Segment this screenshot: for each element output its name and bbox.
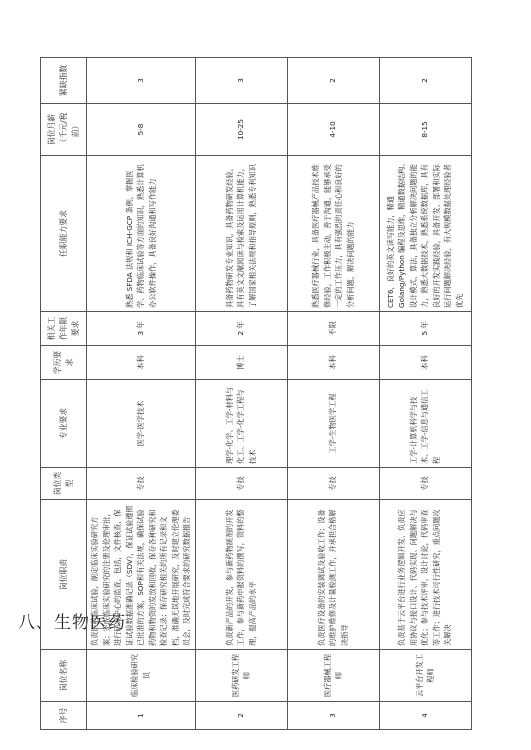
rotated-table-frame	[40, 58, 510, 730]
cell-duties: 负责基于云平台进行业务逻辑开发、负责应用协议与接口设计、代码实现、问题解决与优化；参与技术评审，设计讨论，代码审查等工作；进行技术可行性研究，重点问题攻关解决	[379, 500, 471, 650]
cell-type: 专技	[195, 468, 287, 500]
cell-duties: 负责医疗设备的安装调试及验收工作；设备的维护维修及计量检测工作，并承担合格解决指导	[287, 500, 379, 650]
cell-position: 云平台开发工程师	[379, 650, 471, 702]
cell-position: 临床检验研究员	[87, 650, 196, 702]
header-seq: 序号	[41, 702, 87, 730]
cell-exp: 不限	[287, 312, 379, 346]
cell-edu: 博士	[195, 346, 287, 380]
cell-salary: 5-8	[87, 104, 196, 156]
cell-ability: 熟悉 SFDA 法规和 ICH-GCP 条例，掌握医学、药物临床试验等方面的知识，熟悉计算机办公软件操作，具备良好沟通和写作能力	[87, 156, 196, 312]
table-row	[87, 58, 196, 730]
cell-exp: 3 年	[87, 312, 196, 346]
cell-edu: 本科	[379, 346, 471, 380]
cell-salary: 8-15	[379, 104, 471, 156]
cell-major: 工学-计算机科学与技术、工学-信息与通信工程	[379, 380, 471, 468]
cell-ability: 具备药物研发专业知识，具备药物研发经验，具有英文文献阅读与检索及运用计算机能力，了解国家相关法规和指导原则，熟悉专利知识	[195, 156, 287, 312]
cell-edu: 本科	[287, 346, 379, 380]
cell-ability: 熟悉医疗器械行业，具备医疗器械产品技术维修经验，工作积极主动，善于沟通，能够承受一定的工作压力，具有强烈的责任心和良好的分析问题、解决问题的能力	[287, 156, 379, 312]
header-duties: 岗位职责	[41, 500, 87, 650]
cell-exp: 5 年	[379, 312, 471, 346]
cell-ability: CET6，良好的英文读写能力，精通 Golang/Python 编程及思维，精通数据结构、设计模式、算法，具备独立分析解决问题的能力，熟悉大数据技术，熟悉系统数据库，具有良好的开发实践经验，具备开发、部署和实际运行问题解决经验，有大规模数据处理经验者优先	[379, 156, 471, 312]
cell-major: 理学-化学、工学-材料与化工、工学-化学工程与技术	[195, 380, 287, 468]
header-exp: 相关工作年限要求	[41, 312, 87, 346]
cell-salary: 4-10	[287, 104, 379, 156]
cell-seq: 1	[87, 702, 196, 730]
cell-seq: 2	[195, 702, 287, 730]
cell-seq: 3	[287, 702, 379, 730]
cell-major: 医学-医学技术	[87, 380, 196, 468]
header-salary: 岗位月薪（千元/税前）	[41, 104, 87, 156]
section-title: 八、生物医药	[18, 613, 126, 633]
header-position: 岗位名称	[41, 650, 87, 702]
header-ability: 任职能力要求	[41, 156, 87, 312]
cell-position: 医药研发工程师	[195, 650, 287, 702]
cell-type: 专技	[87, 468, 196, 500]
position-table	[40, 57, 472, 730]
cell-duties: 负责新产品的开发，参与新药物制剂的开发工作，参与新药申报资料的撰写，资料的整理，提高产品的水平	[195, 500, 287, 650]
cell-salary: 10-25	[195, 104, 287, 156]
cell-urgency: 3	[87, 58, 196, 104]
cell-position: 医疗器械工程师	[287, 650, 379, 702]
table-row	[379, 58, 471, 730]
header-type: 岗位类型	[41, 468, 87, 500]
cell-major: 工学-生物医学工程	[287, 380, 379, 468]
table-row	[287, 58, 379, 730]
cell-type: 专技	[287, 468, 379, 500]
header-major: 专业要求	[41, 380, 87, 468]
cell-duties: 负责医药临床试验，制定临床实验研究方案；完成临床实验研究的注册及伦理审批，进行研究中心的监查，包括，文件核查，保证试验数据准确记录（SDV），保证试验遵照已批准的方案，SOP和有关法规，确保试验药物和物资的发放和回收，保存各种研究和检查记录；保存研究相关的所有记录和文档，准确无误地开展研究，及时建立伦理委员会，及时完成符合要求的研究数据报告	[87, 500, 196, 650]
cell-seq: 4	[379, 702, 471, 730]
cell-type: 专技	[379, 468, 471, 500]
table-container	[40, 58, 510, 730]
cell-urgency: 2	[379, 58, 471, 104]
table-header-row	[41, 58, 87, 730]
cell-exp: 2 年	[195, 312, 287, 346]
cell-urgency: 3	[195, 58, 287, 104]
header-urgency: 紧缺指数	[41, 58, 87, 104]
header-edu: 学历要求	[41, 346, 87, 380]
cell-edu: 本科	[87, 346, 196, 380]
cell-urgency: 2	[287, 58, 379, 104]
table-row	[195, 58, 287, 730]
